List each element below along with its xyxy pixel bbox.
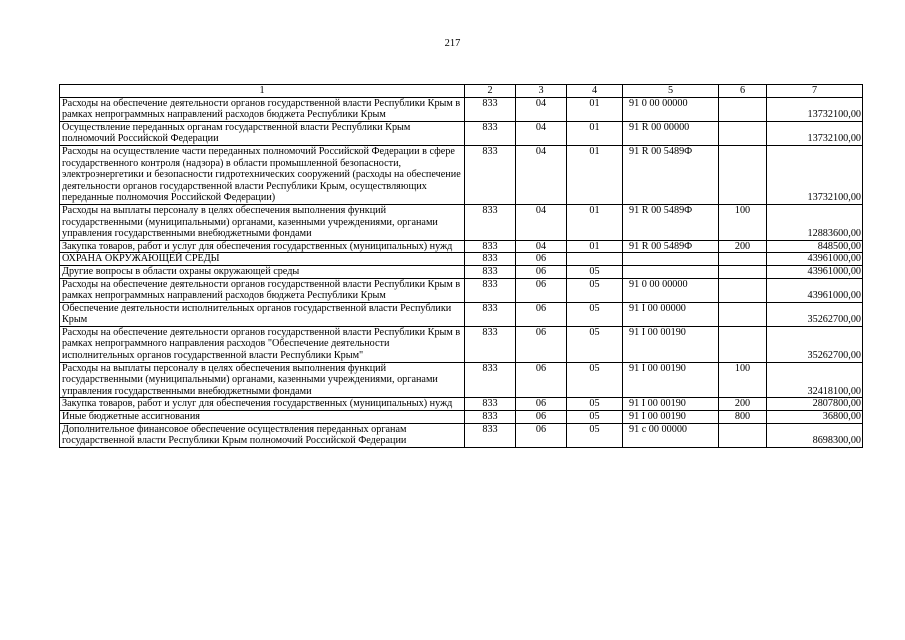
row-amount-cell: 43961000,00 <box>767 253 863 266</box>
row-name-cell: Расходы на обеспечение деятельности органов государственной власти Республики Крым в рамках непрограммных направлений расходов бюджета Республики Крым <box>60 97 465 121</box>
row-section-cell: 04 <box>516 97 567 121</box>
header-cell: 2 <box>465 85 516 98</box>
row-subsection-cell: 05 <box>567 362 623 398</box>
row-subsection-cell <box>567 253 623 266</box>
row-amount-cell: 35262700,00 <box>767 302 863 326</box>
row-target-article-cell: 91 R 00 5489Ф <box>623 204 719 240</box>
row-expense-type-cell: 800 <box>719 411 767 424</box>
row-grbs-cell: 833 <box>465 326 516 362</box>
row-grbs-cell: 833 <box>465 145 516 204</box>
row-section-cell: 06 <box>516 398 567 411</box>
row-amount-cell: 32418100,00 <box>767 362 863 398</box>
row-target-article-cell: 91 I 00 00190 <box>623 326 719 362</box>
row-grbs-cell: 833 <box>465 411 516 424</box>
row-expense-type-cell <box>719 302 767 326</box>
table-row <box>60 411 863 424</box>
row-amount-cell: 848500,00 <box>767 240 863 253</box>
row-subsection-cell: 01 <box>567 204 623 240</box>
row-subsection-cell: 05 <box>567 326 623 362</box>
row-subsection-cell: 05 <box>567 411 623 424</box>
page-number: 217 <box>444 38 461 49</box>
row-section-cell: 06 <box>516 302 567 326</box>
table-row <box>60 398 863 411</box>
row-amount-cell: 8698300,00 <box>767 423 863 447</box>
row-target-article-cell: 91 R 00 5489Ф <box>623 145 719 204</box>
row-grbs-cell: 833 <box>465 121 516 145</box>
row-target-article-cell: 91 R 00 00000 <box>623 121 719 145</box>
row-amount-cell: 13732100,00 <box>767 145 863 204</box>
row-grbs-cell: 833 <box>465 398 516 411</box>
row-subsection-cell: 05 <box>567 278 623 302</box>
row-expense-type-cell <box>719 121 767 145</box>
table-row <box>60 326 863 362</box>
row-name-cell: Другие вопросы в области охраны окружающей среды <box>60 265 465 278</box>
row-subsection-cell: 01 <box>567 145 623 204</box>
row-expense-type-cell <box>719 97 767 121</box>
header-cell: 1 <box>60 85 465 98</box>
table-row <box>60 145 863 204</box>
table-row <box>60 204 863 240</box>
table-row <box>60 265 863 278</box>
row-subsection-cell: 05 <box>567 398 623 411</box>
row-expense-type-cell: 200 <box>719 398 767 411</box>
row-section-cell: 06 <box>516 362 567 398</box>
row-grbs-cell: 833 <box>465 97 516 121</box>
row-section-cell: 06 <box>516 423 567 447</box>
row-section-cell: 04 <box>516 204 567 240</box>
row-target-article-cell <box>623 265 719 278</box>
row-name-cell: Закупка товаров, работ и услуг для обеспечения государственных (муниципальных) нужд <box>60 240 465 253</box>
table-row <box>60 97 863 121</box>
table-row <box>60 362 863 398</box>
table-row <box>60 240 863 253</box>
row-expense-type-cell <box>719 278 767 302</box>
row-grbs-cell: 833 <box>465 362 516 398</box>
row-amount-cell: 13732100,00 <box>767 121 863 145</box>
row-expense-type-cell: 100 <box>719 204 767 240</box>
row-amount-cell: 36800,00 <box>767 411 863 424</box>
budget-table <box>59 84 863 448</box>
row-grbs-cell: 833 <box>465 423 516 447</box>
row-amount-cell: 43961000,00 <box>767 265 863 278</box>
row-section-cell: 06 <box>516 253 567 266</box>
header-cell: 4 <box>567 85 623 98</box>
row-subsection-cell: 05 <box>567 302 623 326</box>
row-name-cell: Обеспечение деятельности исполнительных органов государственной власти Республики Крым <box>60 302 465 326</box>
row-subsection-cell: 01 <box>567 97 623 121</box>
row-section-cell: 06 <box>516 411 567 424</box>
header-cell: 6 <box>719 85 767 98</box>
row-section-cell: 06 <box>516 326 567 362</box>
row-target-article-cell: 91 с 00 00000 <box>623 423 719 447</box>
row-name-cell: Расходы на осуществление части переданных полномочий Российской Федерации в сфере государственного контроля (надзора) в области промышленной безопасности, электроэнергетики и безопасности гидротехнических сооружений (расходы на обеспечение деятельности органов государственной власти Республики Крым, осуществляющих переданные полномочия Российской Федерации) <box>60 145 465 204</box>
row-target-article-cell: 91 0 00 00000 <box>623 97 719 121</box>
row-name-cell: Иные бюджетные ассигнования <box>60 411 465 424</box>
row-grbs-cell: 833 <box>465 278 516 302</box>
row-name-cell: ОХРАНА ОКРУЖАЮЩЕЙ СРЕДЫ <box>60 253 465 266</box>
row-target-article-cell <box>623 253 719 266</box>
row-section-cell: 04 <box>516 145 567 204</box>
row-target-article-cell: 91 I 00 00190 <box>623 362 719 398</box>
row-target-article-cell: 91 I 00 00190 <box>623 411 719 424</box>
row-name-cell: Расходы на обеспечение деятельности органов государственной власти Республики Крым в рамках непрограммных направлений расходов бюджета Республики Крым <box>60 278 465 302</box>
row-expense-type-cell: 100 <box>719 362 767 398</box>
row-expense-type-cell: 200 <box>719 240 767 253</box>
row-expense-type-cell <box>719 423 767 447</box>
row-subsection-cell: 05 <box>567 265 623 278</box>
row-grbs-cell: 833 <box>465 265 516 278</box>
row-section-cell: 06 <box>516 265 567 278</box>
header-cell: 7 <box>767 85 863 98</box>
row-grbs-cell: 833 <box>465 302 516 326</box>
row-name-cell: Закупка товаров, работ и услуг для обеспечения государственных (муниципальных) нужд <box>60 398 465 411</box>
table-header-row <box>60 85 863 98</box>
row-expense-type-cell <box>719 145 767 204</box>
row-amount-cell: 12883600,00 <box>767 204 863 240</box>
row-name-cell: Расходы на выплаты персоналу в целях обеспечения выполнения функций государственными (муниципальными) органами, казенными учреждениями, органами управления государственными внебюджетными фондами <box>60 362 465 398</box>
row-expense-type-cell <box>719 326 767 362</box>
row-amount-cell: 2807800,00 <box>767 398 863 411</box>
row-name-cell: Дополнительное финансовое обеспечение осуществления переданных органам государственной власти Республики Крым полномочий Российской Федерации <box>60 423 465 447</box>
table-row <box>60 423 863 447</box>
row-name-cell: Осуществление переданных органам государственной власти Республики Крым полномочий Российской Федерации <box>60 121 465 145</box>
table-row <box>60 121 863 145</box>
row-amount-cell: 35262700,00 <box>767 326 863 362</box>
row-target-article-cell: 91 0 00 00000 <box>623 278 719 302</box>
table-row <box>60 253 863 266</box>
row-subsection-cell: 05 <box>567 423 623 447</box>
header-cell: 3 <box>516 85 567 98</box>
row-expense-type-cell <box>719 253 767 266</box>
table-row <box>60 278 863 302</box>
row-name-cell: Расходы на обеспечение деятельности органов государственной власти Республики Крым в рамках непрограммного направления расходов "Обеспечение деятельности исполнительных органов государственной власти Республики Крым" <box>60 326 465 362</box>
row-subsection-cell: 01 <box>567 240 623 253</box>
row-expense-type-cell <box>719 265 767 278</box>
header-cell: 5 <box>623 85 719 98</box>
row-target-article-cell: 91 R 00 5489Ф <box>623 240 719 253</box>
row-grbs-cell: 833 <box>465 253 516 266</box>
row-grbs-cell: 833 <box>465 204 516 240</box>
row-section-cell: 04 <box>516 121 567 145</box>
row-target-article-cell: 91 I 00 00190 <box>623 398 719 411</box>
row-name-cell: Расходы на выплаты персоналу в целях обеспечения выполнения функций государственными (муниципальными) органами, казенными учреждениями, органами управления государственными внебюджетными фондами <box>60 204 465 240</box>
row-grbs-cell: 833 <box>465 240 516 253</box>
row-amount-cell: 43961000,00 <box>767 278 863 302</box>
row-subsection-cell: 01 <box>567 121 623 145</box>
row-amount-cell: 13732100,00 <box>767 97 863 121</box>
row-section-cell: 04 <box>516 240 567 253</box>
row-target-article-cell: 91 I 00 00000 <box>623 302 719 326</box>
row-section-cell: 06 <box>516 278 567 302</box>
table-row <box>60 302 863 326</box>
